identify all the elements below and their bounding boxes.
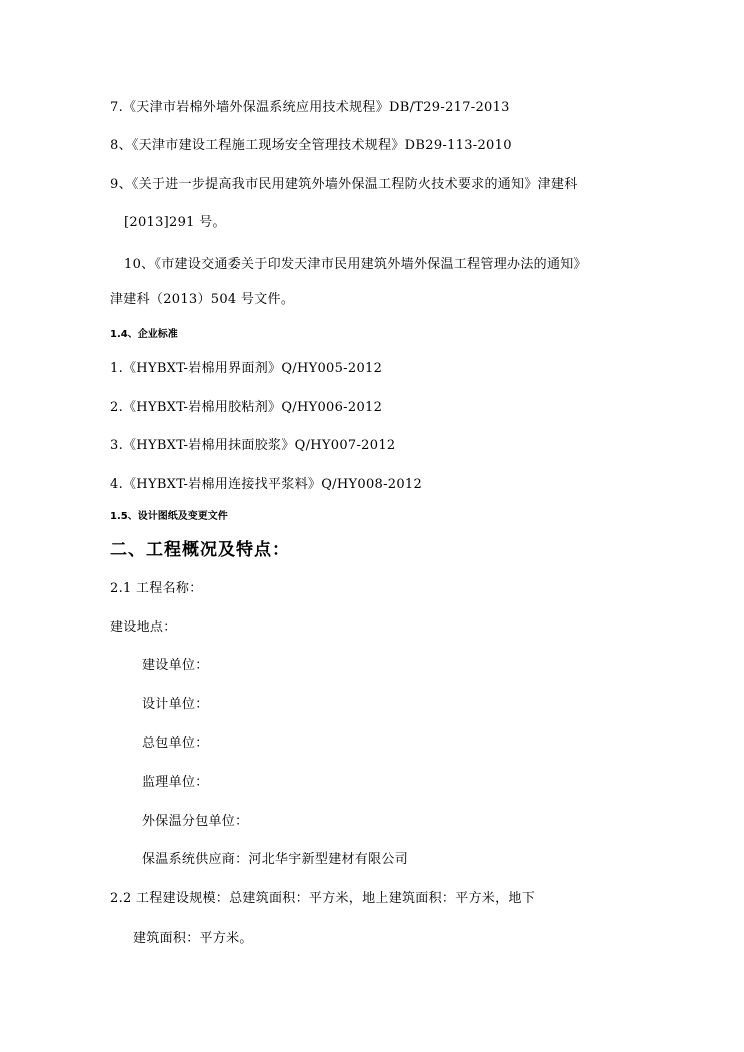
- construction-scale-line2: 建筑面积：平方米。: [133, 931, 253, 946]
- supervision-unit-label: 监理单位：: [142, 775, 209, 790]
- standard-item-10: 10、《市建设交通委关于印发天津市民用建筑外墙外保温工程管理办法的通知》: [124, 257, 587, 272]
- project-name-label: 2.1 工程名称：: [110, 581, 203, 596]
- design-unit-label: 设计单位：: [142, 697, 209, 712]
- construction-scale-line1: 2.2 工程建设规模：总建筑面积：平方米，地上建筑面积：平方米，地下: [110, 891, 536, 906]
- enterprise-standard-1: 1.《HYBXT-岩棉用界面剂》Q/HY005-2012: [110, 361, 383, 376]
- standard-item-7: 7.《天津市岩棉外墙外保温系统应用技术规程》DB/T29-217-2013: [110, 100, 510, 115]
- construction-location-label: 建设地点：: [110, 620, 177, 635]
- general-contractor-label: 总包单位：: [142, 736, 209, 751]
- section-heading-1-4: 1.4、企业标准: [110, 329, 178, 340]
- section-heading-1-5: 1.5、设计图纸及变更文件: [110, 511, 228, 522]
- standard-item-9-cont: [2013]291 号。: [124, 215, 226, 230]
- standard-item-8: 8、《天津市建设工程施工现场安全管理技术规程》DB29-113-2010: [110, 138, 512, 153]
- enterprise-standard-3: 3.《HYBXT-岩棉用抹面胶浆》Q/HY007-2012: [110, 438, 396, 453]
- insulation-subcontractor-label: 外保温分包单位：: [142, 814, 249, 829]
- insulation-supplier: 保温系统供应商：河北华宇新型建材有限公司: [142, 852, 409, 867]
- owner-unit-label: 建设单位：: [142, 658, 209, 673]
- enterprise-standard-2: 2.《HYBXT-岩棉用胶粘剂》Q/HY006-2012: [110, 400, 383, 415]
- enterprise-standard-4: 4.《HYBXT-岩棉用连接找平浆料》Q/HY008-2012: [110, 477, 423, 492]
- standard-item-10-cont: 津建科（2013）504 号文件。: [110, 292, 295, 307]
- standard-item-9: 9、《关于进一步提高我市民用建筑外墙外保温工程防火技术要求的通知》津建科: [110, 177, 578, 192]
- chapter-heading-2: 二、工程概况及特点：: [110, 540, 290, 560]
